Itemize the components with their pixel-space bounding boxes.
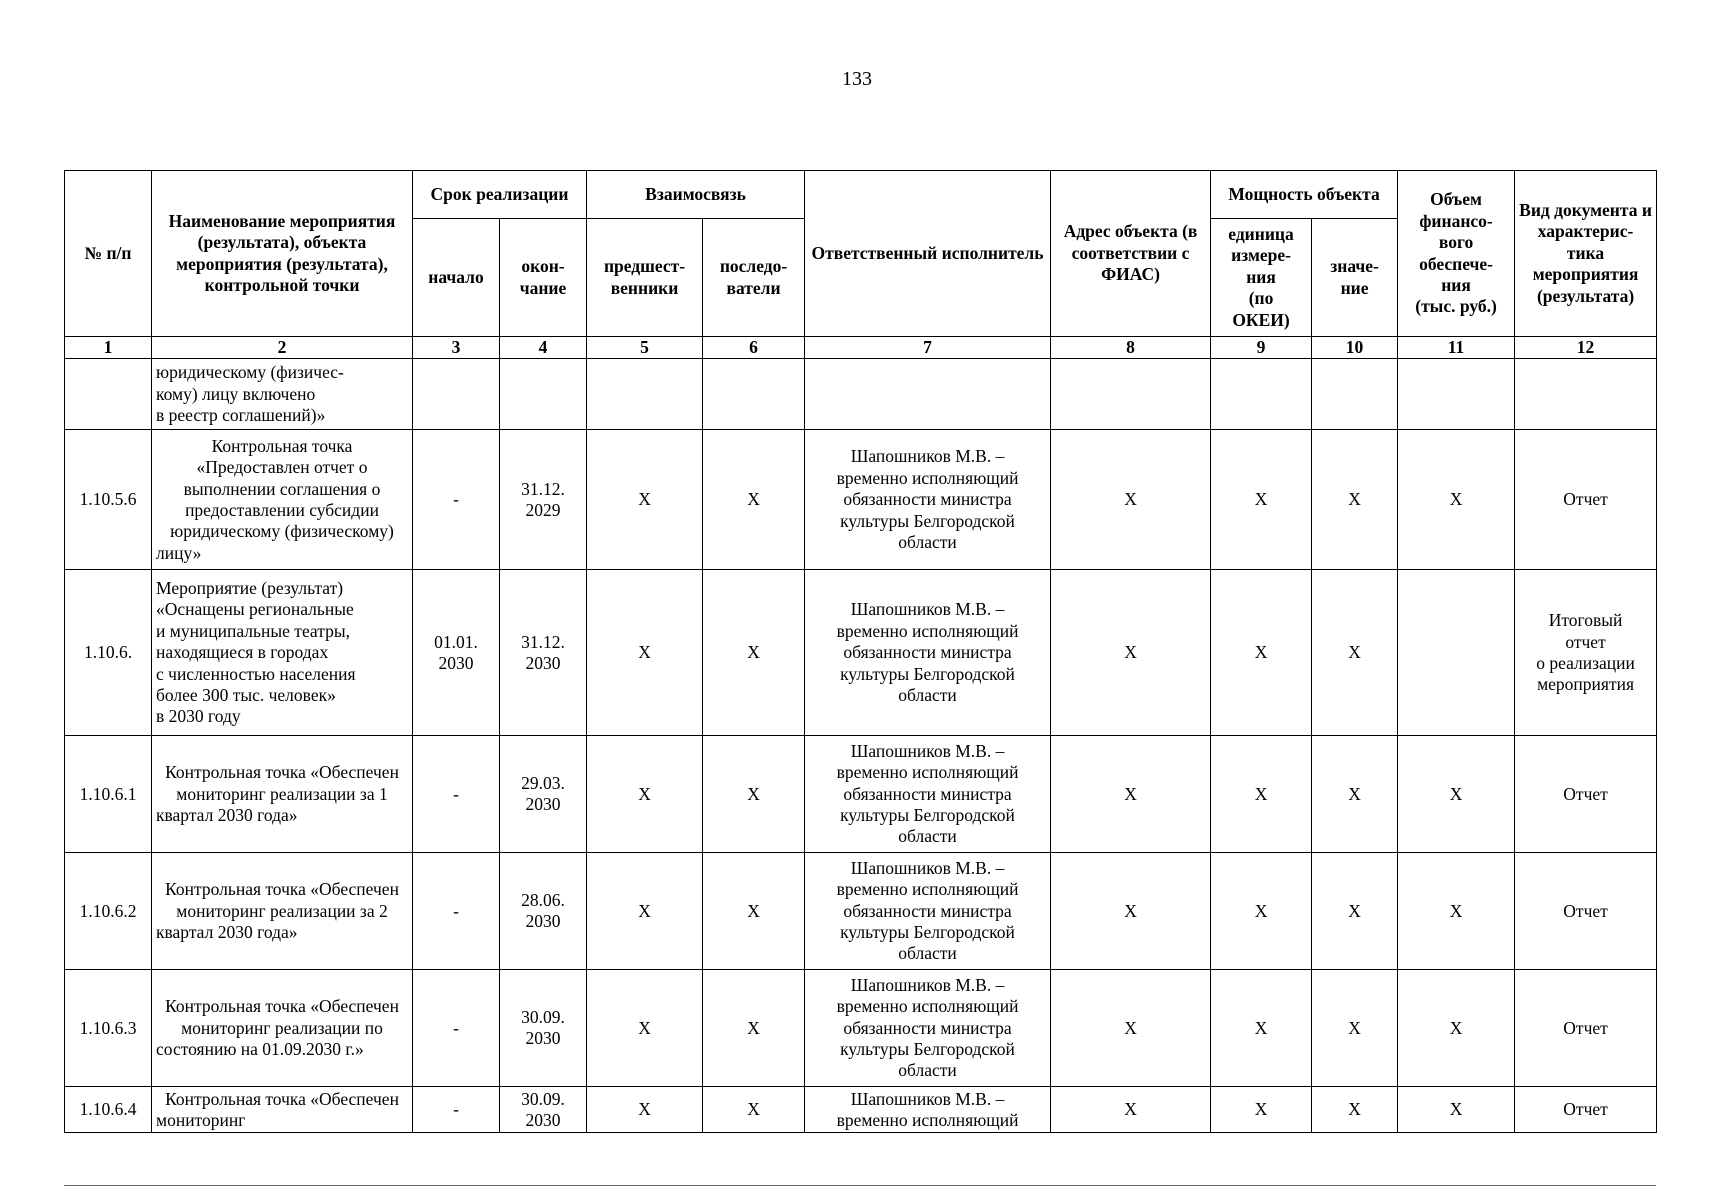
- table-row: [65, 570, 1657, 736]
- row-address: [1051, 359, 1211, 430]
- header-start: начало: [413, 219, 500, 337]
- row-finance: X: [1398, 430, 1515, 570]
- header-successors: последо- ватели: [703, 219, 805, 337]
- table-row: [65, 1087, 1657, 1133]
- row-value: X: [1312, 853, 1398, 970]
- column-number: 1: [65, 337, 152, 359]
- row-predecessors: [587, 359, 703, 430]
- row-successors: [703, 359, 805, 430]
- table-row: [65, 430, 1657, 570]
- row-start: -: [413, 430, 500, 570]
- row-finance: X: [1398, 970, 1515, 1087]
- header-relation: Взаимосвязь: [587, 171, 805, 219]
- column-number-row: [65, 337, 1657, 359]
- header-address: Адрес объекта (в соответствии с ФИАС): [1051, 171, 1211, 337]
- row-number: 1.10.6.: [65, 570, 152, 736]
- row-value: X: [1312, 1087, 1398, 1133]
- column-number: 5: [587, 337, 703, 359]
- header-predecessors: предшест- венники: [587, 219, 703, 337]
- row-doc: Отчет: [1515, 853, 1657, 970]
- row-finance: [1398, 359, 1515, 430]
- header-num: № п/п: [65, 171, 152, 337]
- row-address: X: [1051, 970, 1211, 1087]
- row-number: 1.10.6.2: [65, 853, 152, 970]
- row-doc: Итоговый отчет о реализации мероприятия: [1515, 570, 1657, 736]
- row-name: Контрольная точка «Обеспечен мониторинг: [152, 1087, 413, 1133]
- row-finance: X: [1398, 736, 1515, 853]
- header-doc: Вид документа и характерис- тика мероприятия (результата): [1515, 171, 1657, 337]
- row-end: 31.12. 2030: [500, 570, 587, 736]
- row-responsible: Шапошников М.В. – временно исполняющий: [805, 1087, 1051, 1133]
- row-end: 31.12. 2029: [500, 430, 587, 570]
- row-unit: X: [1211, 736, 1312, 853]
- row-successors: X: [703, 430, 805, 570]
- row-value: X: [1312, 570, 1398, 736]
- table-body: [65, 337, 1657, 1133]
- row-end: [500, 359, 587, 430]
- row-responsible: [805, 359, 1051, 430]
- row-end: 30.09. 2030: [500, 1087, 587, 1133]
- row-address: X: [1051, 1087, 1211, 1133]
- row-start: -: [413, 853, 500, 970]
- column-number: 11: [1398, 337, 1515, 359]
- row-predecessors: X: [587, 970, 703, 1087]
- row-start: -: [413, 1087, 500, 1133]
- row-start: -: [413, 970, 500, 1087]
- row-doc: Отчет: [1515, 430, 1657, 570]
- row-number: 1.10.6.3: [65, 970, 152, 1087]
- table-row: [65, 736, 1657, 853]
- row-value: X: [1312, 970, 1398, 1087]
- row-value: [1312, 359, 1398, 430]
- row-predecessors: X: [587, 853, 703, 970]
- header-finance: Объем финансо- вого обеспече- ния (тыс. руб.): [1398, 171, 1515, 337]
- row-end: 29.03. 2030: [500, 736, 587, 853]
- plan-table: [64, 170, 1657, 1133]
- row-unit: X: [1211, 853, 1312, 970]
- row-address: X: [1051, 736, 1211, 853]
- row-name: Контрольная точка «Обеспечен мониторинг реализации за 1 квартал 2030 года»: [152, 736, 413, 853]
- row-predecessors: X: [587, 736, 703, 853]
- row-value: X: [1312, 736, 1398, 853]
- row-predecessors: X: [587, 1087, 703, 1133]
- row-address: X: [1051, 570, 1211, 736]
- row-number: 1.10.6.4: [65, 1087, 152, 1133]
- column-number: 12: [1515, 337, 1657, 359]
- header-value: значе- ние: [1312, 219, 1398, 337]
- row-name: юридическому (физичес- кому) лицу включено в реестр соглашений)»: [152, 359, 413, 430]
- row-number: 1.10.5.6: [65, 430, 152, 570]
- row-successors: X: [703, 570, 805, 736]
- row-unit: X: [1211, 1087, 1312, 1133]
- row-doc: [1515, 359, 1657, 430]
- row-start: 01.01. 2030: [413, 570, 500, 736]
- header-responsible: Ответственный исполнитель: [805, 171, 1051, 337]
- row-unit: X: [1211, 430, 1312, 570]
- row-unit: [1211, 359, 1312, 430]
- row-end: 30.09. 2030: [500, 970, 587, 1087]
- row-address: X: [1051, 853, 1211, 970]
- bottom-rule: [64, 1185, 1656, 1186]
- row-successors: X: [703, 1087, 805, 1133]
- row-responsible: Шапошников М.В. – временно исполняющий обязанности министра культуры Белгородской области: [805, 970, 1051, 1087]
- row-unit: X: [1211, 970, 1312, 1087]
- row-name: Контрольная точка «Предоставлен отчет о выполнении соглашения о предоставлении субсидии юридическому (физическому) лицу»: [152, 430, 413, 570]
- row-name: Мероприятие (результат) «Оснащены региональные и муниципальные театры, находящиеся в городах с численностью населения более 300 тыс. человек» в 2030 году: [152, 570, 413, 736]
- row-responsible: Шапошников М.В. – временно исполняющий обязанности министра культуры Белгородской области: [805, 853, 1051, 970]
- row-start: [413, 359, 500, 430]
- column-number: 4: [500, 337, 587, 359]
- column-number: 6: [703, 337, 805, 359]
- table-row: [65, 359, 1657, 430]
- row-end: 28.06. 2030: [500, 853, 587, 970]
- column-number: 8: [1051, 337, 1211, 359]
- header-capacity: Мощность объекта: [1211, 171, 1398, 219]
- row-successors: X: [703, 736, 805, 853]
- row-finance: X: [1398, 853, 1515, 970]
- header-name: Наименование мероприятия (результата), объекта мероприятия (результата), контрольной точки: [152, 171, 413, 337]
- table-row: [65, 853, 1657, 970]
- page-number: 133: [842, 68, 872, 90]
- table-row: [65, 970, 1657, 1087]
- column-number: 10: [1312, 337, 1398, 359]
- row-number: 1.10.6.1: [65, 736, 152, 853]
- column-number: 3: [413, 337, 500, 359]
- row-value: X: [1312, 430, 1398, 570]
- row-doc: Отчет: [1515, 736, 1657, 853]
- row-responsible: Шапошников М.В. – временно исполняющий обязанности министра культуры Белгородской области: [805, 430, 1051, 570]
- row-responsible: Шапошников М.В. – временно исполняющий обязанности министра культуры Белгородской области: [805, 736, 1051, 853]
- header-period: Срок реализации: [413, 171, 587, 219]
- row-number: [65, 359, 152, 430]
- row-successors: X: [703, 970, 805, 1087]
- row-doc: Отчет: [1515, 1087, 1657, 1133]
- row-address: X: [1051, 430, 1211, 570]
- header-end: окон- чание: [500, 219, 587, 337]
- row-finance: X: [1398, 1087, 1515, 1133]
- column-number: 7: [805, 337, 1051, 359]
- row-finance: [1398, 570, 1515, 736]
- header-unit: единица измере- ния (по ОКЕИ): [1211, 219, 1312, 337]
- table-header: [65, 171, 1657, 337]
- row-predecessors: X: [587, 430, 703, 570]
- row-responsible: Шапошников М.В. – временно исполняющий обязанности министра культуры Белгородской области: [805, 570, 1051, 736]
- row-name: Контрольная точка «Обеспечен мониторинг реализации по состоянию на 01.09.2030 г.»: [152, 970, 413, 1087]
- row-doc: Отчет: [1515, 970, 1657, 1087]
- row-predecessors: X: [587, 570, 703, 736]
- row-unit: X: [1211, 570, 1312, 736]
- row-successors: X: [703, 853, 805, 970]
- column-number: 9: [1211, 337, 1312, 359]
- row-name: Контрольная точка «Обеспечен мониторинг реализации за 2 квартал 2030 года»: [152, 853, 413, 970]
- row-start: -: [413, 736, 500, 853]
- column-number: 2: [152, 337, 413, 359]
